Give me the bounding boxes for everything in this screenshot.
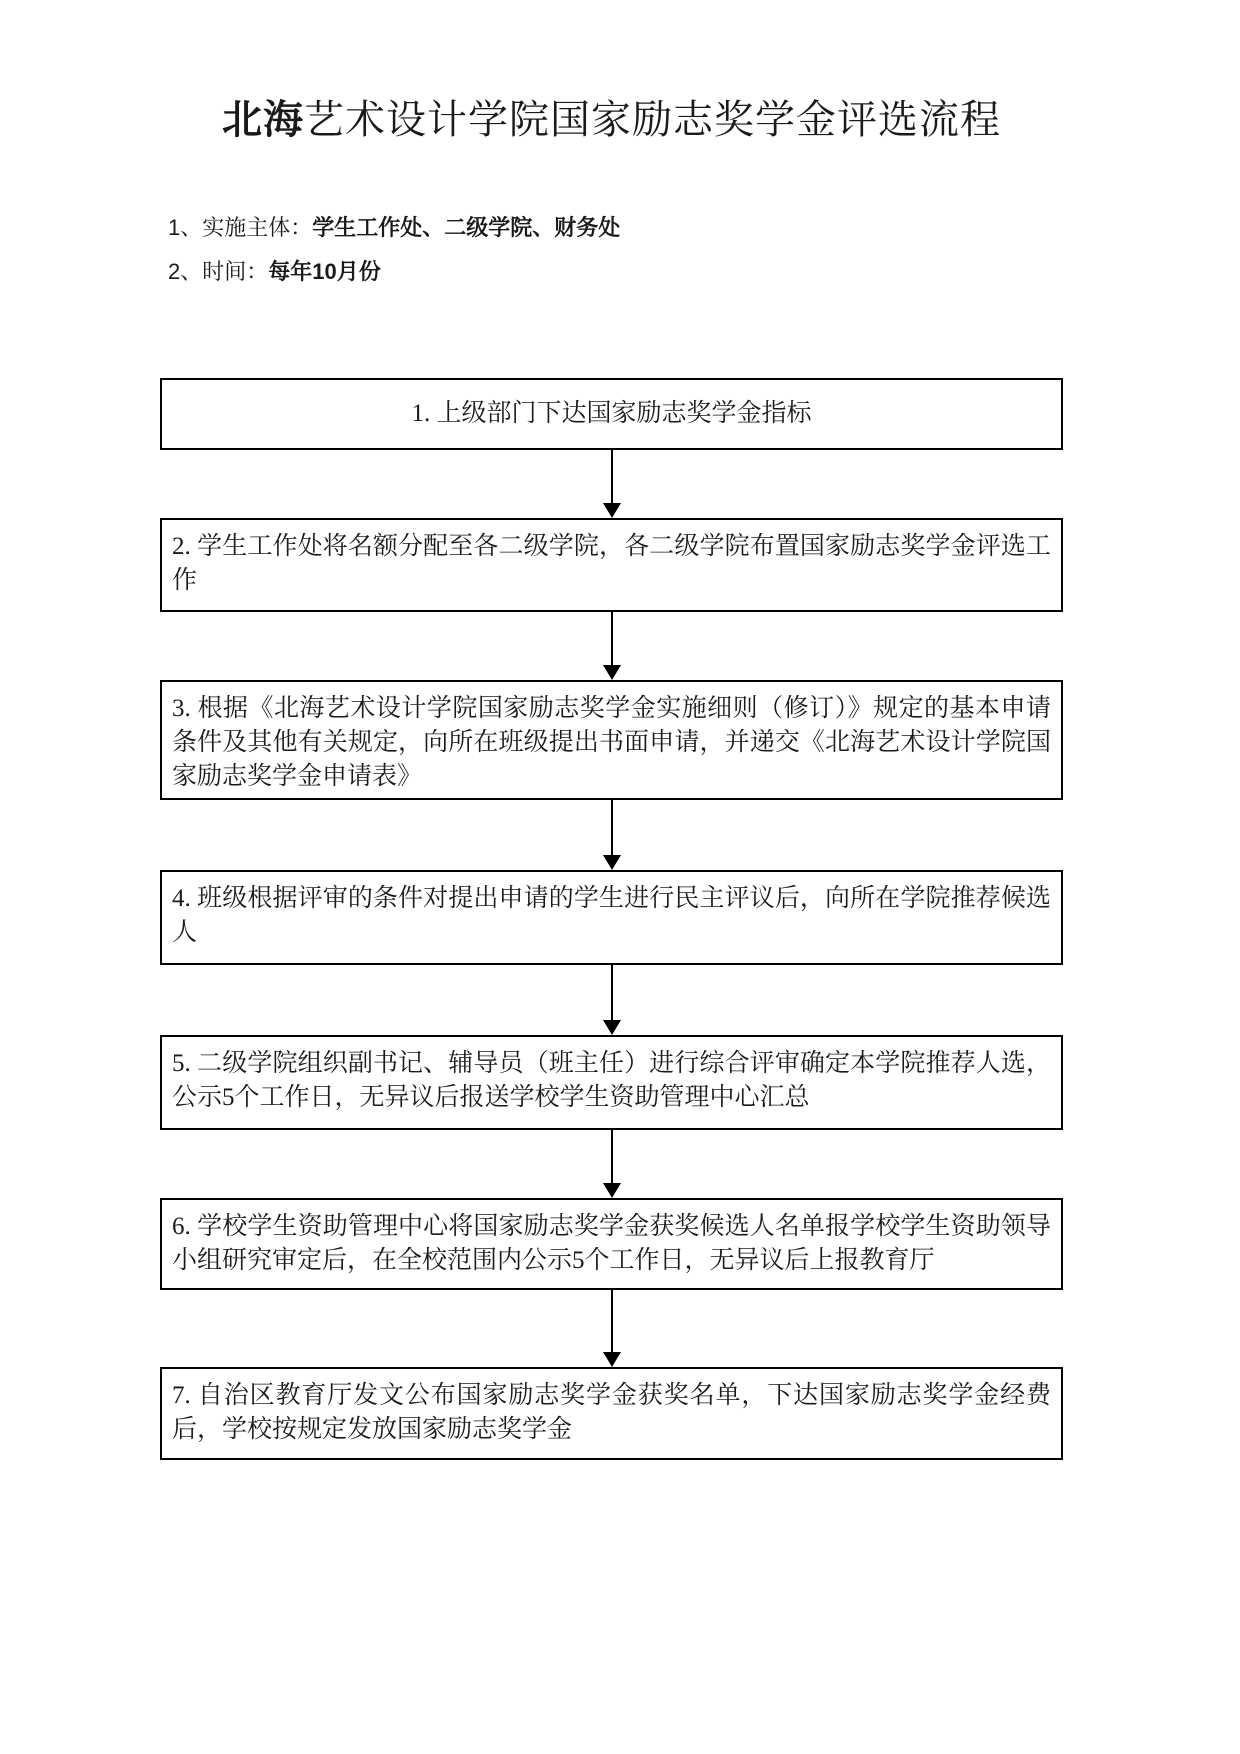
flow-step-5: 5. 二级学院组织副书记、辅导员（班主任）进行综合评审确定本学院推荐人选，公示5个工作日，无异议后报送学校学生资助管理中心汇总 [160, 1035, 1063, 1130]
intro-item-time-label: 2、时间： [168, 259, 269, 284]
arrow-shaft [611, 612, 613, 665]
flow-arrow-4 [160, 965, 1063, 1035]
arrow-down-icon [603, 1352, 621, 1367]
flow-arrow-2 [160, 612, 1063, 680]
intro-list [160, 206, 1063, 294]
intro-item-subject-value: 学生工作处、二级学院、财务处 [312, 215, 621, 240]
flow-step-6: 6. 学校学生资助管理中心将国家励志奖学金获奖候选人名单报学校学生资助领导小组研究审定后，在全校范围内公示5个工作日，无异议后上报教育厅 [160, 1198, 1063, 1290]
arrow-shaft [611, 1290, 613, 1352]
arrow-shaft [611, 450, 613, 503]
flow-arrow-1 [160, 450, 1063, 518]
flow-step-7: 7. 自治区教育厅发文公布国家励志奖学金获奖名单，下达国家励志奖学金经费后，学校按规定发放国家励志奖学金 [160, 1367, 1063, 1460]
page-title-bold-part: 北海 [222, 98, 304, 142]
arrow-shaft [611, 800, 613, 855]
flow-step-2: 2. 学生工作处将名额分配至各二级学院，各二级学院布置国家励志奖学金评选工作 [160, 518, 1063, 612]
page-title-rest-part: 艺术设计学院国家励志奖学金评选流程 [304, 98, 1001, 142]
flow-arrow-6 [160, 1290, 1063, 1367]
arrow-down-icon [603, 665, 621, 680]
flow-arrow-5 [160, 1130, 1063, 1198]
intro-item-time [168, 250, 1063, 294]
flowchart [160, 378, 1063, 1460]
arrow-down-icon [603, 1183, 621, 1198]
intro-item-subject-label: 1、实施主体： [168, 215, 313, 240]
flow-step-4: 4. 班级根据评审的条件对提出申请的学生进行民主评议后，向所在学院推荐候选人 [160, 870, 1063, 965]
flow-step-3: 3. 根据《北海艺术设计学院国家励志奖学金实施细则（修订）》规定的基本申请条件及其他有关规定，向所在班级提出书面申请，并递交《北海艺术设计学院国家励志奖学金申请表》 [160, 680, 1063, 800]
arrow-down-icon [603, 503, 621, 518]
arrow-down-icon [603, 1020, 621, 1035]
document-content [160, 0, 1063, 1460]
arrow-shaft [611, 1130, 613, 1183]
arrow-down-icon [603, 855, 621, 870]
intro-item-time-value: 每年10月份 [268, 259, 381, 284]
flow-step-1: 1. 上级部门下达国家励志奖学金指标 [160, 378, 1063, 450]
intro-item-subject [168, 206, 1063, 250]
arrow-shaft [611, 965, 613, 1020]
page-title [160, 0, 1063, 144]
flow-arrow-3 [160, 800, 1063, 870]
